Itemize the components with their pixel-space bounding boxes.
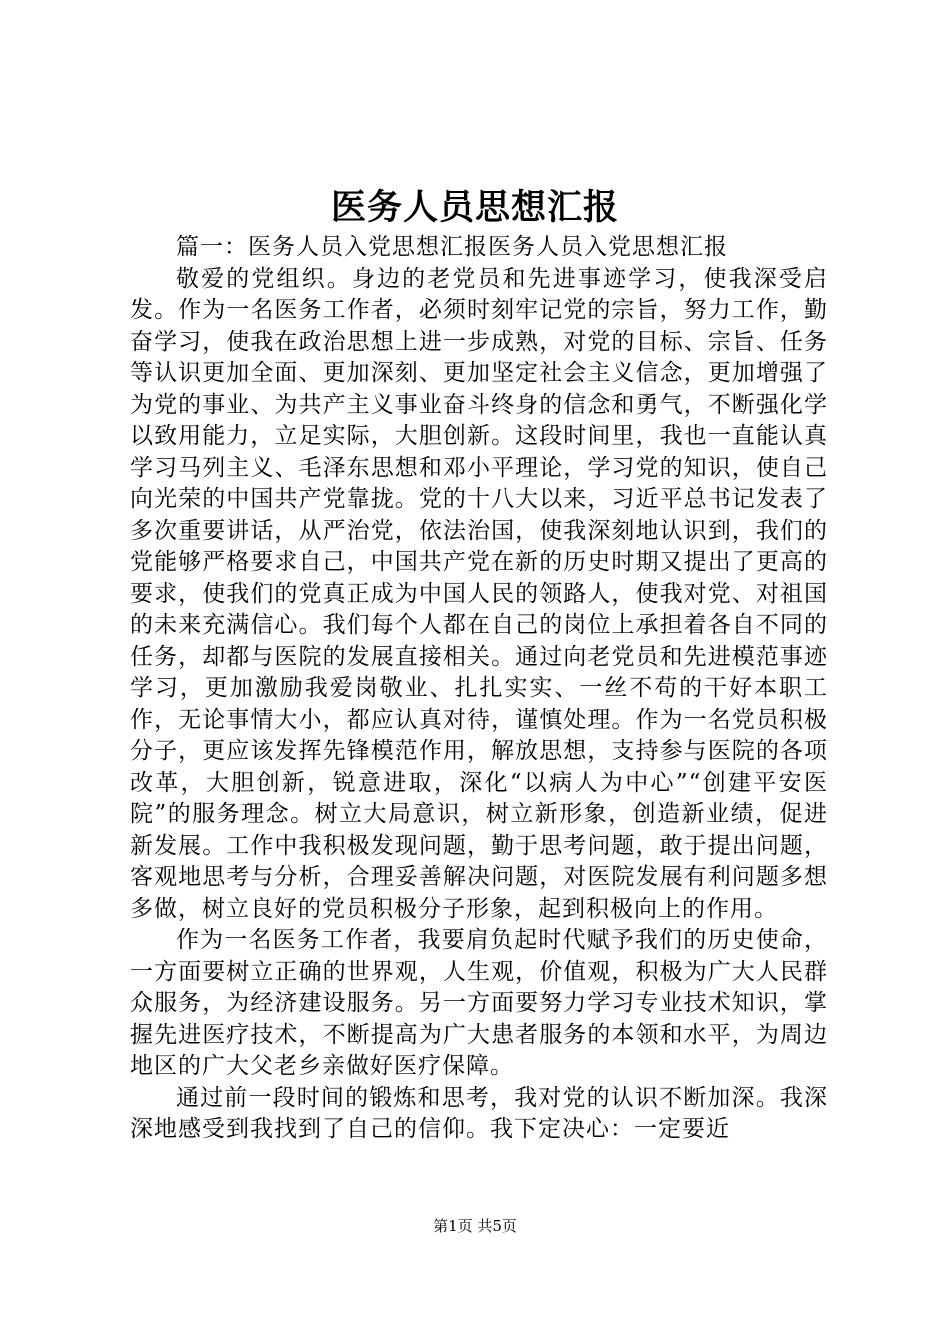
paragraph: 通过前一段时间的锻炼和思考，我对党的认识不断加深。我深深地感受到我找到了自己的信仰。我下定决心：一定要近 bbox=[130, 1084, 828, 1142]
document-body bbox=[130, 232, 828, 1146]
paragraph: 敬爱的党组织。身边的老党员和先进事迹学习，使我深受启发。作为一名医务工作者，必须时刻牢记党的宗旨，努力工作，勤奋学习，使我在政治思想上进一步成熟，对党的目标、宗旨、任务等认识更加全面、更加深刻、更加坚定社会主义信念，更加增强了为党的事业、为共产主义事业奋斗终身的信念和勇气，不断强化学以致用能力，立足实际，大胆创新。这段时间里，我也一直能认真学习马列主义、毛泽东思想和邓小平理论，学习党的知识，使自己向光荣的中国共产党靠拢。党的十八大以来，习近平总书记发表了多次重要讲话，从严治党，依法治国，使我深刻地认识到，我们的党能够严格要求自己，中国共产党在新的历史时期又提出了更高的要求，使我们的党真正成为中国人民的领路人，使我对党、对祖国的未来充满信心。我们每个人都在自己的岗位上承担着各自不同的任务，却都与医院的发展直接相关。通过向老党员和先进模范事迹学习，更加激励我爱岗敬业、扎扎实实、一丝不苟的干好本职工作，无论事情大小，都应认真对待，谨慎处理。作为一名党员积极分子，更应该发挥先锋模范作用，解放思想，支持参与医院的各项改革，大胆创新，锐意进取，深化“以病人为中心”“创建平安医院”的服务理念。树立大局意识，树立新形象，创造新业绩，促进新发展。工作中我积极发现问题，勤于思考问题，敢于提出问题，客观地思考与分析，合理妥善解决问题，对医院发展有利问题多想多做，树立良好的党员积极分子形象，起到积极向上的作用。 bbox=[130, 265, 828, 922]
page-number-footer: 第1页 共5页 bbox=[433, 1217, 517, 1235]
document-title: 医务人员思想汇报 bbox=[330, 187, 619, 228]
paragraph-heading: 篇一：医务人员入党思想汇报医务人员入党思想汇报 bbox=[176, 234, 728, 260]
paragraph: 作为一名医务工作者，我要肩负起时代赋予我们的历史使命，一方面要树立正确的世界观，人生观，价值观，积极为广大人民群众服务，为经济建设服务。另一方面要努力学习专业技术知识，掌握先进医疗技术，不断提高为广大患者服务的本领和水平，为周边地区的广大父老乡亲做好医疗保障。 bbox=[130, 927, 828, 1079]
